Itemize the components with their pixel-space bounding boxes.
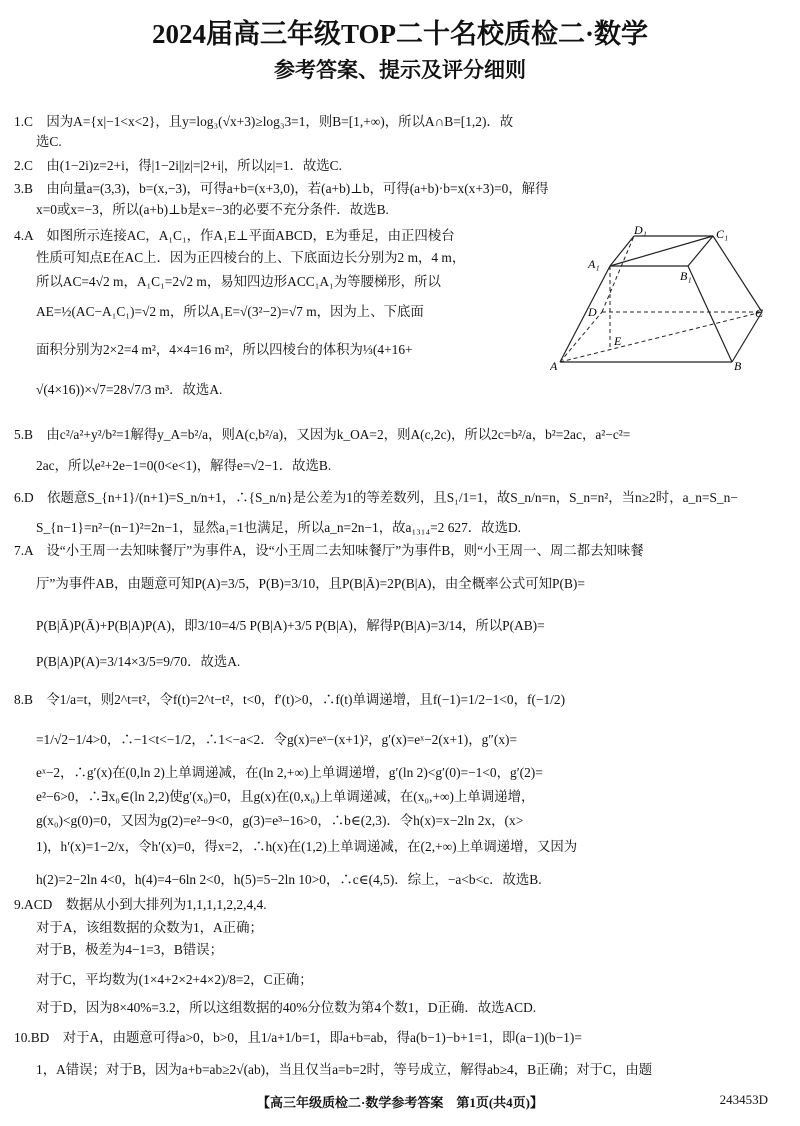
vertex-label: D <box>588 305 597 319</box>
answer-line: 7.A 设“小王周一去知味餐厅”为事件A，设“小王周二去知味餐厅”为事件B，则“小王周一、周二都去知味餐 <box>14 543 644 558</box>
vertex-label: E <box>614 334 622 348</box>
vertex-label: C <box>755 306 764 320</box>
answer-line: 2.C 由(1−2i)z=2+i，得|1−2i||z|=|2+i|，所以|z|=1．故选C. <box>14 158 342 173</box>
answer-line: 对于C，平均数为(1×4+2×2+4×2)/8=2，C正确； <box>36 972 313 987</box>
answer-line: 1，A错误；对于B，因为a+b=ab≥2√(ab)，当且仅当a=b=2时，等号成立，解得ab≥4，B正确；对于C，由题 <box>36 1062 653 1077</box>
document-code: 243453D <box>719 1092 768 1107</box>
vertex-label: C₁ <box>716 227 729 241</box>
answer-line: AE=½(AC−A₁C₁)=√2 m，所以A₁E=√(3²−2)=√7 m，因为上、下底面 <box>36 304 424 319</box>
answer-line: x=0或x=−3，所以(a+b)⊥b是x=−3的必要不充分条件．故选B. <box>36 202 389 217</box>
answer-line: 1)，h′(x)=1−2/x，令h′(x)=0，得x=2，∴h(x)在(1,2)上单调递减，在(2,+∞)上单调递增，又因为 <box>36 839 578 854</box>
answer-line: P(B|A)P(A)=3/14×3/5=9/70．故选A. <box>36 654 241 669</box>
answer-line: 对于A，该组数据的众数为1，A正确； <box>36 920 263 935</box>
answer-line: 1.C 因为A={x|−1<x<2}，且y=log₃(√x+3)≥log₃3=1，则B=[1,+∞)，所以A∩B=[1,2)．故 <box>14 114 514 129</box>
vertex-label: A <box>550 359 558 372</box>
answer-line: 2ac，所以e²+2e−1=0(0<e<1)，解得e=√2−1．故选B. <box>36 458 332 473</box>
answer-line: 选C. <box>36 134 62 149</box>
frustum-figure <box>550 222 772 372</box>
answer-line: 5.B 由c²/a²+y²/b²=1解得y_A=b²/a，则A(c,b²/a)，又因为k_OA=2，则A(c,2c)，所以2c=b²/a，b²=2ac，a²−c²= <box>14 427 631 442</box>
answer-line: 对于B，极差为4−1=3，B错误； <box>36 942 223 957</box>
page-title: 2024届高三年级TOP二十名校质检二·数学 <box>151 19 649 49</box>
answer-line: 3.B 由向量a=(3,3)，b=(x,−3)，可得a+b=(x+3,0)，若(a+b)⊥b，可得(a+b)·b=x(x+3)=0，解得 <box>14 181 549 196</box>
answer-line: g(x₀)<g(0)=0，又因为g(2)=e²−9<0，g(3)=e³−16>0，∴b∈(2,3)．令h(x)=x−2ln 2x，(x> <box>36 813 524 828</box>
answer-line: h(2)=2−2ln 4<0，h(4)=4−6ln 2<0，h(5)=5−2ln 10>0，∴c∈(4,5)．综上，−a<b<c．故选B. <box>36 872 542 887</box>
answer-line: eˣ−2，∴g′(x)在(0,ln 2)上单调递减，在(ln 2,+∞)上单调递增，g′(ln 2)<g′(0)=−1<0，g′(2)= <box>36 765 543 780</box>
answer-line: 8.B 令1/a=t，则2^t=t²，令f(t)=2^t−t²，t<0，f′(t)>0，∴f(t)单调递增，且f(−1)=1/2−1<0，f(−1/2) <box>14 692 566 707</box>
answer-line: 6.D 依题意S_{n+1}/(n+1)=S_n/n+1，∴{S_n/n}是公差为1的等差数列，且S₁/1=1，故S_n/n=n，S_n=n²，当n≥2时，a_n=S_n− <box>14 490 738 505</box>
answer-line: 4.A 如图所示连接AC，A₁C₁，作A₁E⊥平面ABCD，E为垂足，由正四棱台 <box>14 228 455 243</box>
page-subtitle: 参考答案、提示及评分细则 <box>274 58 526 82</box>
vertex-label: A₁ <box>588 257 600 271</box>
vertex-label: D₁ <box>634 223 647 237</box>
answer-line: P(B|Ā)P(Ā)+P(B|A)P(A)，即3/10=4/5 P(B|A)+3/5 P(B|A)，解得P(B|A)=3/14，所以P(AB)= <box>36 618 545 633</box>
answer-line: √(4×16))×√7=28√7/3 m³．故选A. <box>36 382 223 397</box>
answer-line: e²−6>0，∴∃x₀∈(ln 2,2)使g′(x₀)=0，且g(x)在(0,x₀)上单调递减，在(x₀,+∞)上单调递增， <box>36 789 535 804</box>
page-footer: 【高三年级质检二·数学参考答案 第1页(共4页)】 <box>257 1095 543 1110</box>
answer-line: 对于D，因为8×40%=3.2，所以这组数据的40%分位数为第4个数1，D正确．故选ACD. <box>36 1000 537 1015</box>
answer-line: S_{n−1}=n²−(n−1)²=2n−1，显然a₁=1也满足，所以a_n=2n−1，故a₁₃₁₄=2 627．故选D. <box>36 520 521 535</box>
vertex-label: B <box>734 359 742 372</box>
answer-line: 10.BD 对于A，由题意可得a>0，b>0，且1/a+1/b=1，即a+b=ab，得a(b−1)−b+1=1，即(a−1)(b−1)= <box>14 1030 582 1045</box>
answer-line: =1/√2−1/4>0，∴−1<t<−1/2，∴1<−a<2．令g(x)=eˣ−(x+1)²，g′(x)=eˣ−2(x+1)，g″(x)= <box>36 732 518 747</box>
answer-line: 面积分别为2×2=4 m²，4×4=16 m²，所以四棱台的体积为⅓(4+16+ <box>36 342 413 357</box>
answer-line: 所以AC=4√2 m，A₁C₁=2√2 m，易知四边形ACC₁A₁为等腰梯形，所以 <box>36 274 441 289</box>
answer-line: 性质可知点E在AC上．因为正四棱台的上、下底面边长分别为2 m，4 m， <box>36 250 466 265</box>
answer-line: 厅”为事件AB，由题意可知P(A)=3/5，P(B)=3/10，且P(B|Ā)=2P(B|A)，由全概率公式可知P(B)= <box>36 576 585 591</box>
vertex-label: B₁ <box>680 269 692 283</box>
answer-line: 9.ACD 数据从小到大排列为1,1,1,1,2,2,4,4. <box>14 897 267 912</box>
